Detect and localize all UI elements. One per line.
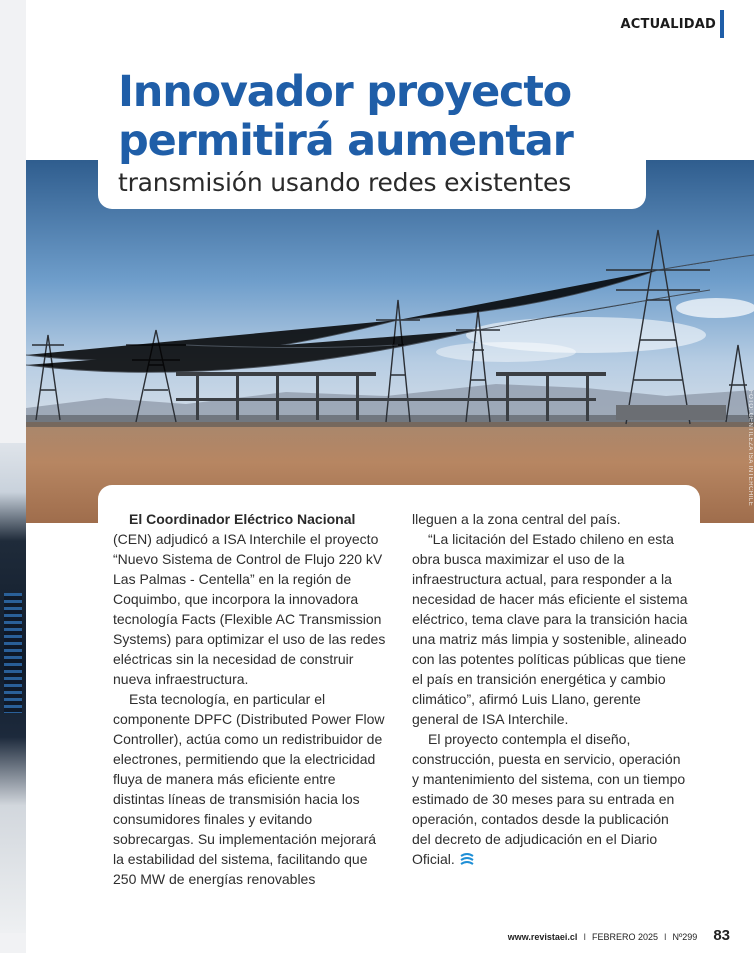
photo-credit: FOTO: GENTILEZA ISA INTERCHILE <box>747 390 753 507</box>
paragraph-1 <box>113 509 390 689</box>
paragraph-3: “La licitación del Estado chileno en esta obra busca maximizar el uso de la infraestructura actual, para responder a la necesidad de hacer más eficiente el sistema eléctrico, tema clave para la transición hacia una matriz más limpia y sostenible, alineado con las potentes políticas públicas que tiene el país en transición energética y cambio climático”, afirmó Luis Llano, gerente general de ISA Interchile. <box>412 531 688 727</box>
footer-separator: I <box>663 932 667 942</box>
section-tag: ACTUALIDAD <box>620 17 716 32</box>
article-column-2 <box>412 509 690 869</box>
end-of-article-icon <box>459 852 475 866</box>
footer-issue-date: FEBRERO 2025 <box>591 932 658 942</box>
adjacent-page-photo <box>0 443 26 933</box>
paragraph-4 <box>412 729 690 869</box>
headline-line-1: Innovador proyecto <box>118 67 572 117</box>
paragraph-2: Esta tecnología, en particular el componente DPFC (Distributed Power Flow Controller), actúa como un redistribuidor de electrones, permitiendo que la electricidad fluya de manera más eficiente entre distintas líneas de transmisión hacia los consumidores finales y evitando sobrecargas. Su implementación mejorará la estabilidad del sistema, facilitando que 250 MW de energías renovables <box>113 691 385 887</box>
paragraph-1-text: (CEN) adjudicó a ISA Interchile el proyecto “Nuevo Sistema de Control de Flujo 220 kV Las Palmas - Centella” en la región de Coquimbo, que incorpora la innovadora tecnología Facts (Flexible AC Transmission Systems) para optimizar el uso de las redes eléctricas sin la necesidad de construir nueva infraestructura. <box>113 531 386 687</box>
section-tag-bar <box>720 10 724 38</box>
lead-in: El Coordinador Eléctrico Nacional <box>129 511 356 527</box>
article-column-1 <box>113 509 390 889</box>
page-footer <box>508 927 730 944</box>
subheadline: transmisión usando redes existentes <box>118 168 572 197</box>
footer-separator: I <box>583 932 586 942</box>
paragraph-2-continued: lleguen a la zona central del país. <box>412 511 621 527</box>
footer-website: www.revistaei.cl <box>507 932 578 942</box>
page-number: 83 <box>713 927 730 944</box>
substation-photo <box>26 160 754 523</box>
footer-issue-number: Nº299 <box>672 932 698 942</box>
headline <box>118 68 638 166</box>
headline-line-2: permitirá aumentar <box>118 116 573 166</box>
paragraph-4-text: El proyecto contempla el diseño, construcción, puesta en servicio, operación y mantenimiento del sistema, con un tiempo estimado de 30 meses para su entrada en operación, contados desde la publicación del decreto de adjudicación en el Diario Oficial. <box>412 731 686 867</box>
